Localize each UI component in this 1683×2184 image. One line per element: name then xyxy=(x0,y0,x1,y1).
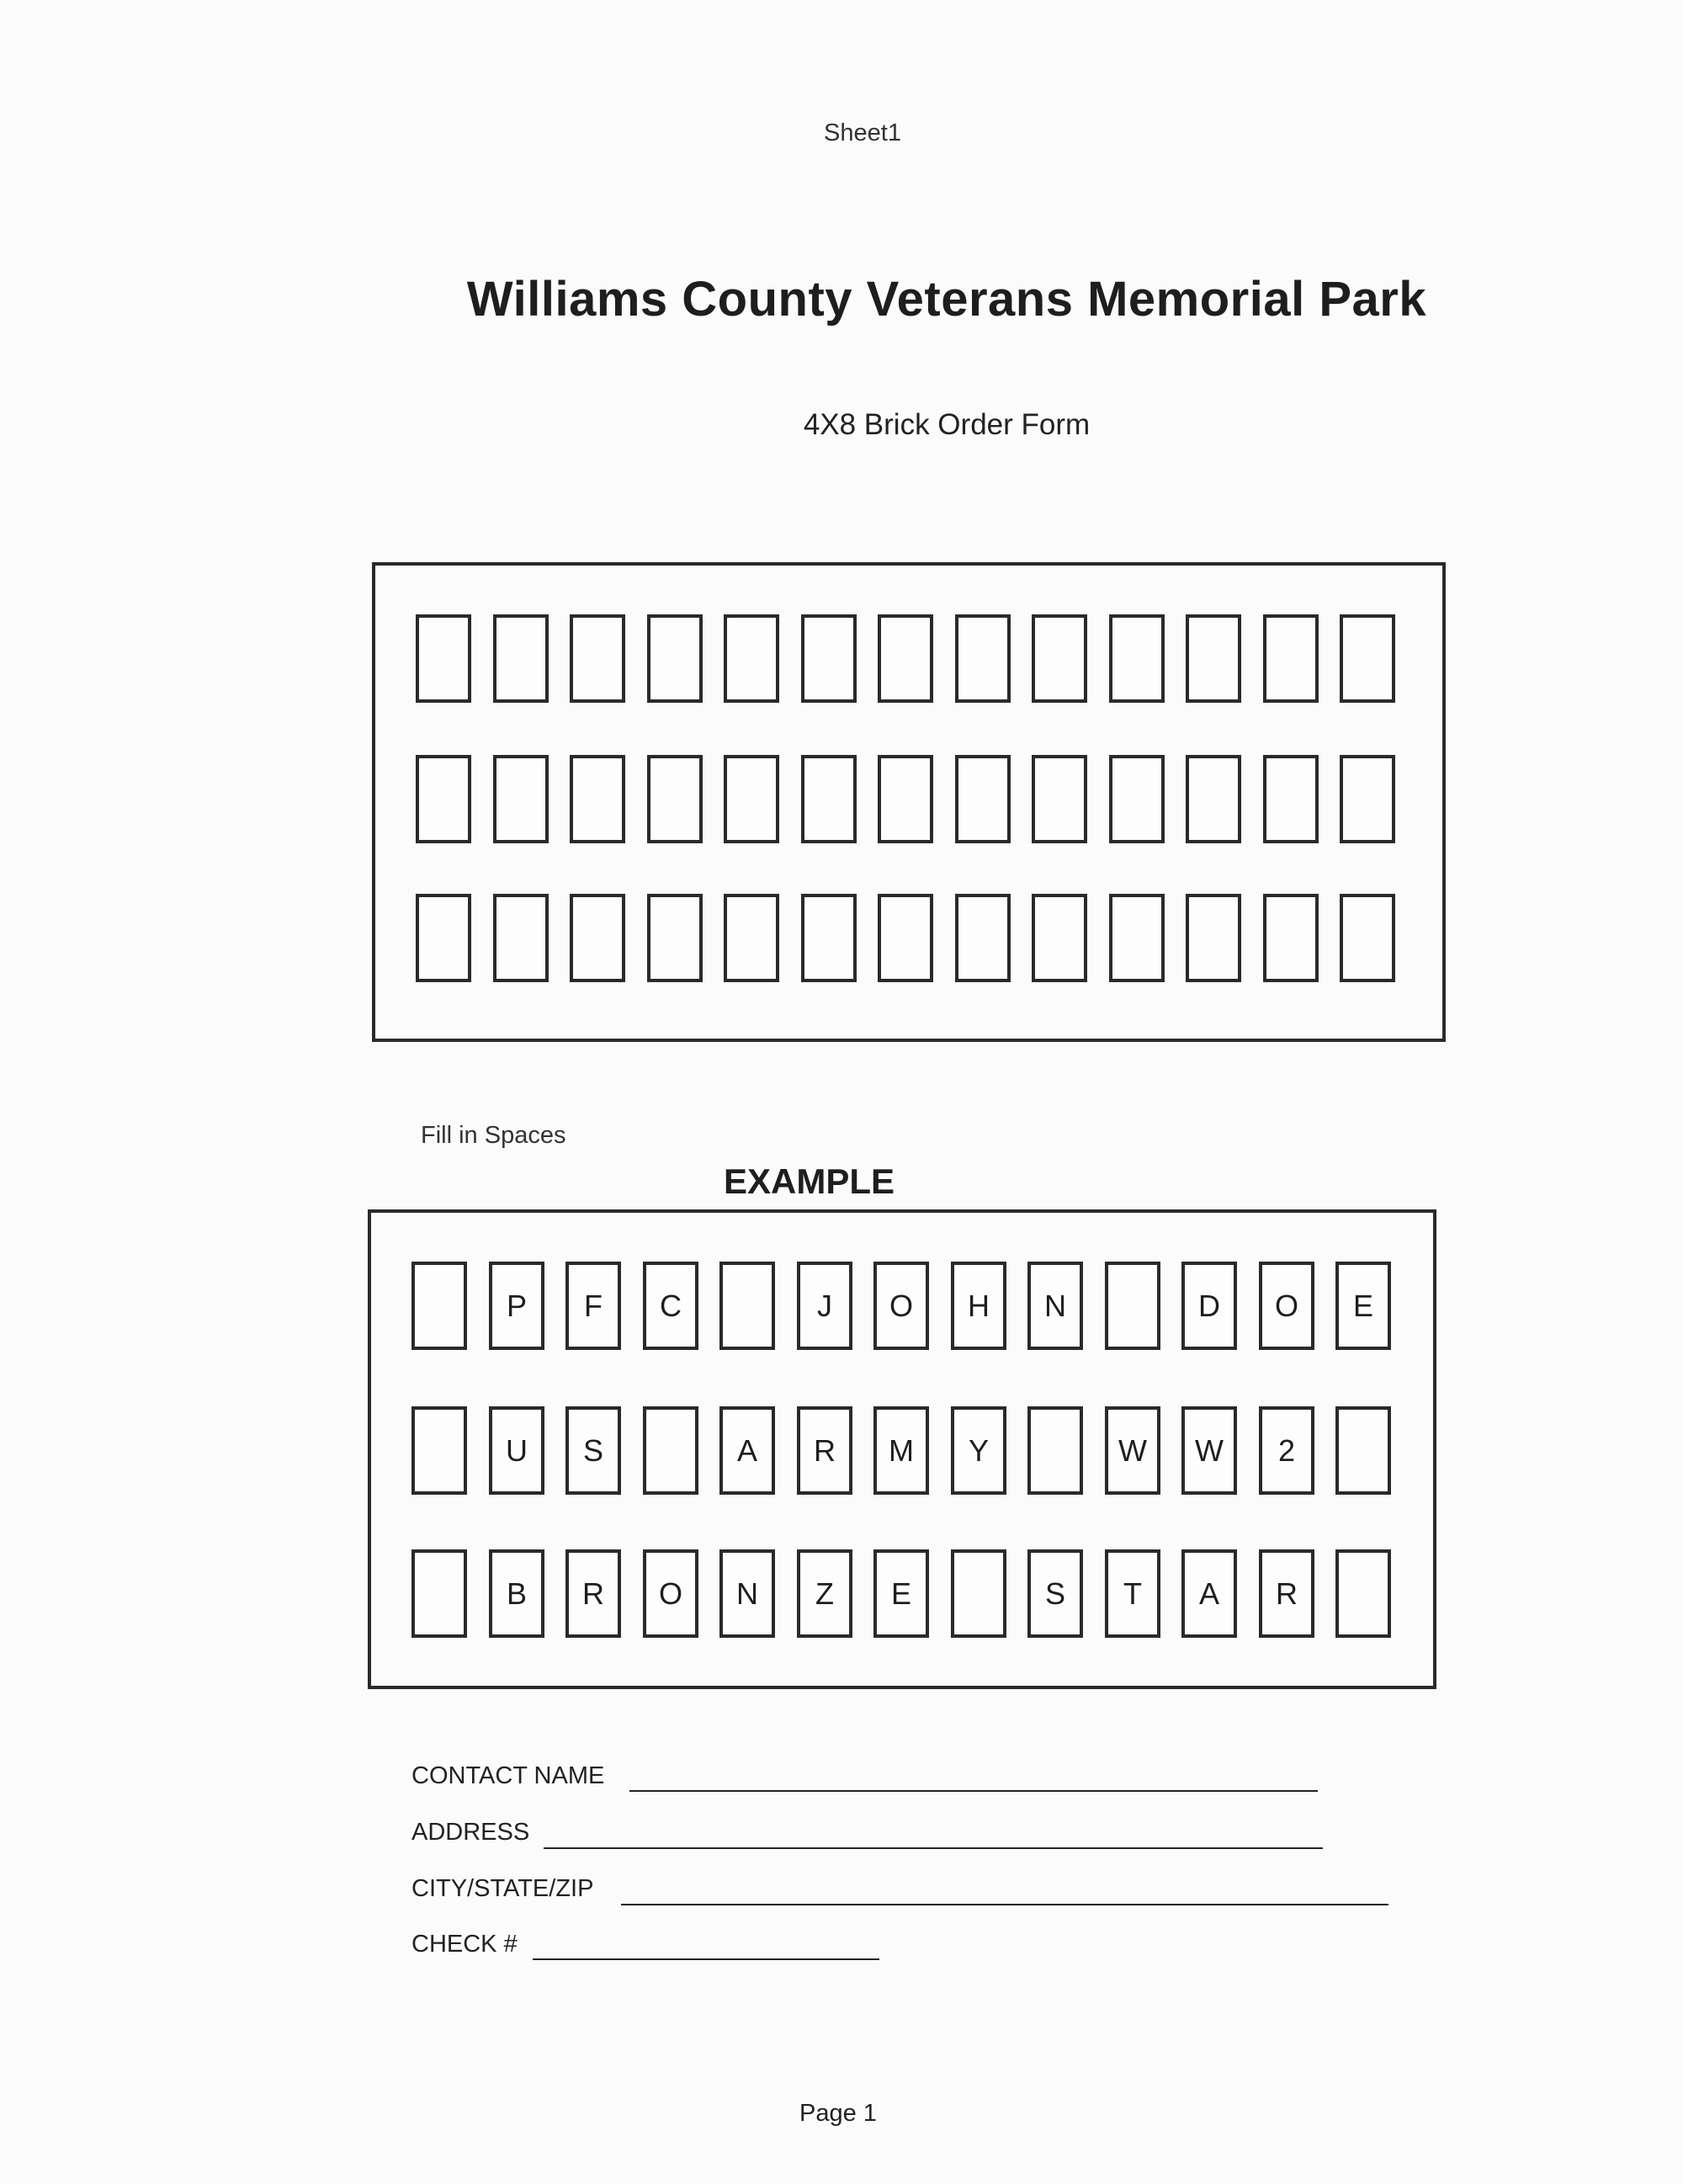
example-cell xyxy=(1181,1262,1237,1350)
form-cell[interactable] xyxy=(724,614,779,703)
example-brick-grid xyxy=(368,1209,1436,1689)
example-cell xyxy=(873,1549,929,1638)
form-cell[interactable] xyxy=(878,614,933,703)
brick-order-grid xyxy=(372,562,1446,1042)
form-cell[interactable] xyxy=(1109,894,1165,982)
form-cell[interactable] xyxy=(416,894,471,982)
example-cell xyxy=(489,1549,544,1638)
form-cell[interactable] xyxy=(1186,755,1241,843)
form-cell[interactable] xyxy=(570,755,625,843)
example-cell xyxy=(873,1262,929,1350)
form-cell[interactable] xyxy=(1186,894,1241,982)
form-cell[interactable] xyxy=(1109,755,1165,843)
form-cell[interactable] xyxy=(416,755,471,843)
example-character: M xyxy=(889,1432,914,1468)
example-character: Y xyxy=(968,1432,989,1468)
example-cell xyxy=(489,1406,544,1495)
example-cell xyxy=(719,1549,775,1638)
example-cell xyxy=(1027,1406,1083,1495)
contact-name-field[interactable] xyxy=(629,1790,1318,1792)
form-cell[interactable] xyxy=(570,614,625,703)
form-cell[interactable] xyxy=(493,614,549,703)
example-cell xyxy=(643,1262,698,1350)
example-cell xyxy=(1027,1549,1083,1638)
example-character: 2 xyxy=(1277,1432,1296,1468)
example-cell xyxy=(565,1549,621,1638)
form-cell[interactable] xyxy=(1032,894,1087,982)
example-character: U xyxy=(506,1432,528,1468)
example-character: N xyxy=(1044,1288,1066,1323)
form-cell[interactable] xyxy=(1340,614,1395,703)
example-character: S xyxy=(1044,1576,1065,1611)
form-cell[interactable] xyxy=(801,614,857,703)
example-cell xyxy=(1259,1262,1314,1350)
form-cell[interactable] xyxy=(1263,614,1319,703)
example-character: O xyxy=(1274,1288,1298,1323)
form-cell[interactable] xyxy=(1186,614,1241,703)
example-character: D xyxy=(1198,1288,1220,1323)
example-cell xyxy=(489,1262,544,1350)
example-cell xyxy=(719,1406,775,1495)
example-character: C xyxy=(660,1288,682,1323)
form-cell[interactable] xyxy=(801,894,857,982)
example-character: N xyxy=(736,1576,758,1611)
check-number-field[interactable] xyxy=(533,1958,879,1960)
form-cell[interactable] xyxy=(878,755,933,843)
city-state-zip-field[interactable] xyxy=(621,1904,1388,1905)
address-label: ADDRESS xyxy=(411,1819,530,1846)
example-character: R xyxy=(1276,1576,1298,1611)
example-character: F xyxy=(584,1288,603,1323)
example-label: EXAMPLE xyxy=(724,1161,895,1201)
check-number-label: CHECK # xyxy=(411,1931,518,1958)
form-cell[interactable] xyxy=(1032,614,1087,703)
example-cell xyxy=(411,1406,467,1495)
example-cell xyxy=(1027,1262,1083,1350)
form-cell[interactable] xyxy=(1263,755,1319,843)
example-cell xyxy=(565,1406,621,1495)
example-character: A xyxy=(1198,1576,1219,1611)
form-cell[interactable] xyxy=(724,894,779,982)
example-character: B xyxy=(506,1576,527,1611)
example-character: W xyxy=(1195,1432,1224,1468)
fill-in-spaces-label: Fill in Spaces xyxy=(421,1122,566,1149)
example-cell xyxy=(951,1549,1006,1638)
form-cell[interactable] xyxy=(955,614,1011,703)
example-cell xyxy=(951,1262,1006,1350)
example-character: O xyxy=(889,1288,913,1323)
example-character: R xyxy=(814,1432,836,1468)
example-cell xyxy=(797,1549,852,1638)
form-cell[interactable] xyxy=(801,755,857,843)
form-cell[interactable] xyxy=(647,755,703,843)
form-cell[interactable] xyxy=(1263,894,1319,982)
example-character: S xyxy=(582,1432,603,1468)
form-cell[interactable] xyxy=(493,894,549,982)
example-cell xyxy=(1259,1549,1314,1638)
form-cell[interactable] xyxy=(878,894,933,982)
form-cell[interactable] xyxy=(647,894,703,982)
address-field[interactable] xyxy=(544,1847,1323,1849)
page-number: Page 1 xyxy=(799,2100,877,2127)
example-cell xyxy=(719,1262,775,1350)
sheet-label: Sheet1 xyxy=(824,120,901,146)
example-character: E xyxy=(890,1576,911,1611)
example-cell xyxy=(1335,1406,1391,1495)
form-cell[interactable] xyxy=(955,755,1011,843)
form-subtitle: 4X8 Brick Order Form xyxy=(803,408,1091,441)
example-cell xyxy=(1259,1406,1314,1495)
form-cell[interactable] xyxy=(1032,755,1087,843)
example-character: W xyxy=(1118,1432,1147,1468)
example-cell xyxy=(411,1262,467,1350)
example-character: T xyxy=(1123,1576,1142,1611)
example-cell xyxy=(643,1549,698,1638)
example-cell xyxy=(1335,1549,1391,1638)
form-cell[interactable] xyxy=(1109,614,1165,703)
form-cell[interactable] xyxy=(416,614,471,703)
example-character: A xyxy=(736,1432,757,1468)
form-cell[interactable] xyxy=(493,755,549,843)
example-cell xyxy=(1181,1406,1237,1495)
form-cell[interactable] xyxy=(724,755,779,843)
example-cell xyxy=(411,1549,467,1638)
contact-name-label: CONTACT NAME xyxy=(411,1762,605,1789)
example-character: J xyxy=(817,1288,832,1323)
example-cell xyxy=(1105,1262,1160,1350)
example-cell xyxy=(873,1406,929,1495)
example-cell xyxy=(1335,1262,1391,1350)
form-cell[interactable] xyxy=(570,894,625,982)
form-cell[interactable] xyxy=(1340,894,1395,982)
example-cell xyxy=(565,1262,621,1350)
example-cell xyxy=(797,1262,852,1350)
example-character: R xyxy=(582,1576,604,1611)
form-cell[interactable] xyxy=(1340,755,1395,843)
example-cell xyxy=(1181,1549,1237,1638)
example-cell xyxy=(1105,1406,1160,1495)
example-character: P xyxy=(506,1288,527,1323)
city-state-zip-label: CITY/STATE/ZIP xyxy=(411,1875,594,1902)
form-cell[interactable] xyxy=(955,894,1011,982)
form-cell[interactable] xyxy=(647,614,703,703)
example-cell xyxy=(797,1406,852,1495)
example-character: H xyxy=(968,1288,990,1323)
example-cell xyxy=(951,1406,1006,1495)
example-character: Z xyxy=(815,1576,834,1611)
example-character: E xyxy=(1352,1288,1373,1323)
example-cell xyxy=(1105,1549,1160,1638)
page-title: Williams County Veterans Memorial Park xyxy=(466,272,1427,327)
example-character: O xyxy=(658,1576,682,1611)
example-cell xyxy=(643,1406,698,1495)
